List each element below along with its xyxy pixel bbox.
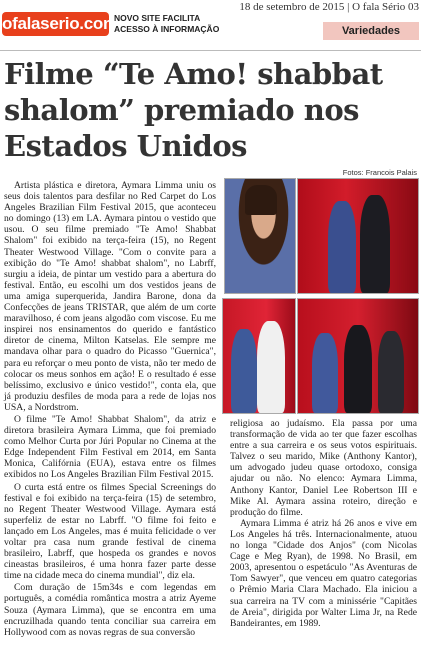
article-column-right <box>230 418 417 629</box>
paragraph: Com duração de 15m34s e com legendas em português, a comédia romântica mostra a atriz Ayeme Souza (Aymara Limma), que se encontra em uma encruzilhada quando tenta conciliar sua carreira em Hollywood com as novas regras de sua conversão <box>4 582 216 638</box>
photo-red-carpet-couple <box>297 178 419 294</box>
site-logo[interactable]: ofalaserio.com <box>2 12 109 36</box>
paragraph: O filme "Te Amo! Shabbat Shalom", da atriz e diretora brasileira Aymara Limma, que foi premiado como Melhor Curta por Júri Popular no Cinema at the Edge Independent Film Festival em 2014, em Santa Monica, Califórnia (EUA), estava entre os filmes exibidos no Los Angeles Brazilian Film Festival 2015. <box>4 413 216 481</box>
photo-credit: Fotos: Francois Palais <box>342 168 417 177</box>
photo-aymara-closeup <box>224 178 296 294</box>
section-label: Variedades <box>323 22 419 40</box>
logo-tagline <box>114 13 224 35</box>
paragraph: religiosa ao judaísmo. Ela passa por uma transformação de vida ao ter que fazer escolhas entre a sua carreira e os seus votos espirituais. Talvez o seu marido, Mike (Anthony Kantor), um advogado judeu quase ortodoxo, consiga ajudar ou não. No elenco: Aymara Limma, Anthony Kantor, Daniel Lee Robertson III e Mike Al. Aymara assina roteiro, direção e produção do filme. <box>230 418 417 518</box>
article-column-left <box>4 180 216 638</box>
paragraph: Aymara Limma é atriz há 26 anos e vive em Los Angeles há três. Internacionalmente, atuou no longa "Cidade dos Anjos" (com Nicolas Cage e Meg Ryan), de 1998. No Brasil, em 2003, apresentou o espetáculo "As Aventuras de Tom Sawyer", que venceu em quatro categorias o Prêmio Maria Clara Machado. Ela iniciou a sua carreira na TV com a minissérie "Capitães de Areia", dirigida por Walter Lima Jr, na Rede Bandeirantes, em 1989. <box>230 517 417 629</box>
article-headline: Filme “Te Amo! shabbat shalom” premiado nos Estados Unidos <box>4 57 383 163</box>
photo-red-carpet-trio <box>297 298 419 414</box>
paragraph: Artista plástica e diretora, Aymara Limma uniu os seus dois talentos para desfilar no Red Carpet do Los Angeles Brazilian Film Festival 2015, que aconteceu no domingo (13) em LA. Aymara pintou o vestido que usou. O seu filme premiado "Te Amo! Shabbat Shalom" foi exibido na terça-feira (15), no Regent Theater Westwood Village. "Com o convite para a exibição do "Te Amo! shabbat shalom", no Labrff, surgiu a ideia, de pintar um vestido para a abertura do festival. Então, eu escolhi um dos vestidos jeans de uma amiga superquerida, Jandira Barone, dona da Confecções de jeans TRISTAR, que além de um corte maravilhoso, é com jeans algodão com viscose. Eu me inspirei nos ensinamentos do querido e fantástico diretor de cinema, Milton Katselas. Ele sempre me mandava olhar para o quadro do Picasso "Guernica", para eu reforçar o meu ponto de vista, não ter medo de colocar os meus sonhos em ação! E o resultado é esse belíssimo, exclusivo e único vestido!", conta ela, que já produziu desfiles de moda para a rede de lojas nos USA, a Nordstrom. <box>4 180 216 413</box>
paragraph: O curta está entre os filmes Special Screenings do festival e foi exibido na terça-feira (15) de setembro, no Regent Theater Westwood Village. Aymara está superfeliz de estar no Labrff. "O filme foi feito e lançado em Los Angeles, mas é muita felicidade o ver voltar pra casa num grande festival de cinema brasileiro, Labrff, que hospeda os grandes e novos cineastas brasileiros, é uma honra fazer parte desse time na cidade meca do cinema mundial", diz ela. <box>4 481 216 582</box>
masthead <box>0 0 421 52</box>
tagline-line-1: NOVO SITE FACILITA <box>114 13 201 23</box>
dateline: 18 de setembro de 2015 | O fala Sério 03 <box>239 1 419 13</box>
photo-red-carpet-group <box>222 298 296 414</box>
tagline-line-2: ACESSO À INFORMAÇÃO <box>114 24 220 34</box>
header-divider <box>0 50 421 51</box>
